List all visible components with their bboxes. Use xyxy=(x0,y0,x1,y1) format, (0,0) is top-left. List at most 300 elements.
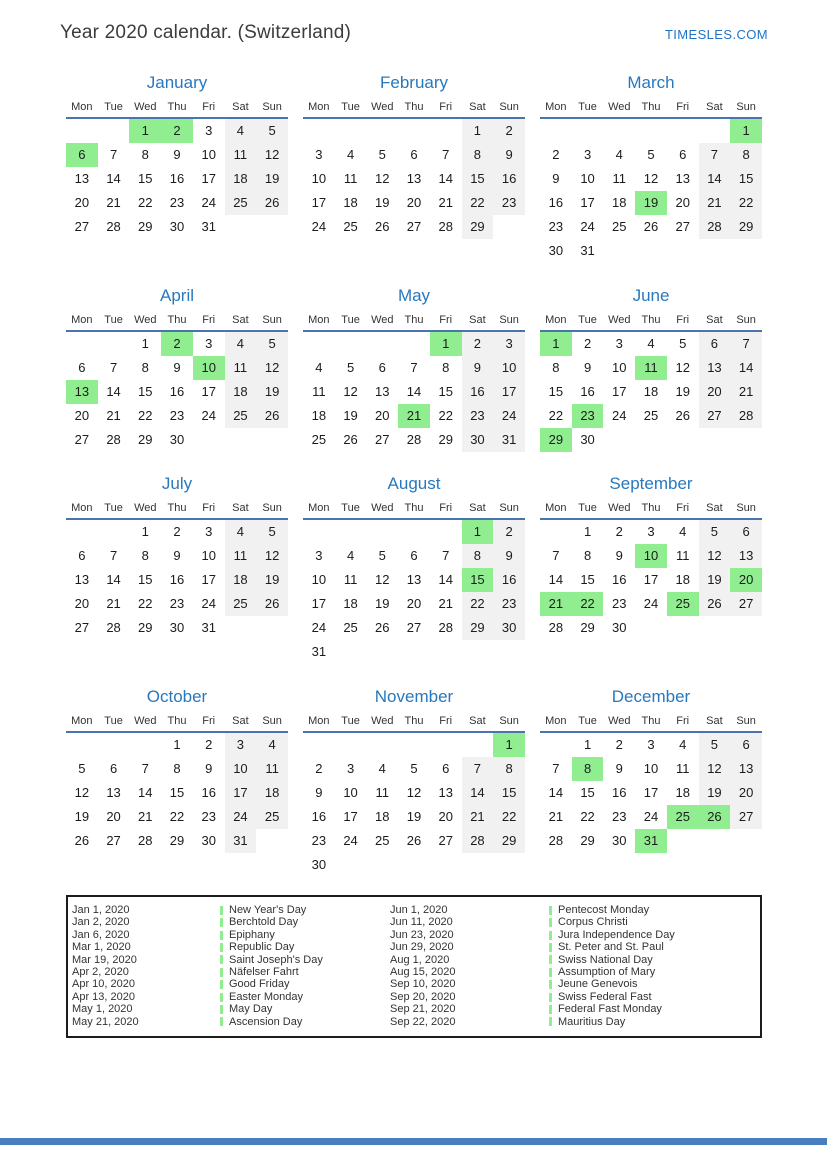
day-cell: 14 xyxy=(730,356,762,380)
month-title: January xyxy=(146,73,208,92)
day-cell: 20 xyxy=(730,781,762,805)
empty-cell xyxy=(572,119,604,143)
holiday-date: Sep 21, 2020 xyxy=(390,1003,456,1016)
day-cell: 12 xyxy=(675,360,690,375)
day-cell: 25 xyxy=(667,805,699,829)
holiday-name xyxy=(220,966,390,978)
day-cell: 6 xyxy=(730,733,762,757)
week-row xyxy=(303,428,525,452)
holiday-date: Sep 10, 2020 xyxy=(390,978,456,991)
week-row xyxy=(66,143,288,167)
day-cell: 17 xyxy=(201,384,216,399)
day-cell: 18 xyxy=(375,809,390,824)
day-cell: 10 xyxy=(201,548,216,563)
weekday-label: Tue xyxy=(341,101,360,113)
week-row xyxy=(540,167,762,191)
day-cell: 6 xyxy=(679,147,687,162)
day-cell: 1 xyxy=(173,737,181,752)
footer-bar xyxy=(0,1138,827,1145)
month-december xyxy=(540,684,762,853)
empty-cell xyxy=(430,733,462,757)
day-cell: 25 xyxy=(225,404,257,428)
day-cell: 8 xyxy=(141,360,149,375)
day-cell: 16 xyxy=(169,171,185,186)
weekday-label: Wed xyxy=(371,101,394,113)
day-cell: 27 xyxy=(675,219,690,234)
week-row xyxy=(66,544,288,568)
holiday-date: Aug 1, 2020 xyxy=(390,953,450,966)
empty-cell xyxy=(540,119,572,143)
holiday-tick-icon xyxy=(549,980,552,989)
day-cell: 10 xyxy=(343,785,358,800)
empty-cell xyxy=(603,119,635,143)
day-cell: 6 xyxy=(410,147,418,162)
day-cell: 30 xyxy=(493,616,525,640)
empty-cell xyxy=(366,520,398,544)
weekday-label: Wed xyxy=(608,101,631,113)
day-cell: 11 xyxy=(312,384,326,399)
weekday-label: Mon xyxy=(308,314,330,326)
empty-cell xyxy=(98,520,130,544)
day-cell: 30 xyxy=(169,620,185,635)
day-cell: 1 xyxy=(493,733,525,757)
day-cell: 3 xyxy=(647,737,655,752)
holiday-name xyxy=(549,1003,756,1015)
day-cell: 16 xyxy=(462,380,494,404)
empty-cell xyxy=(635,616,667,640)
holiday-tick-icon xyxy=(549,955,552,964)
weekday-label: Mon xyxy=(308,502,330,514)
day-cell: 18 xyxy=(675,785,690,800)
day-cell: 16 xyxy=(612,785,627,800)
week-row xyxy=(540,733,762,757)
day-cell: 7 xyxy=(462,757,494,781)
day-cell: 2 xyxy=(493,520,525,544)
day-cell: 12 xyxy=(256,356,288,380)
day-cell: 5 xyxy=(78,761,86,776)
day-cell: 2 xyxy=(615,737,623,752)
weekday-label: Sun xyxy=(499,502,519,514)
holiday-name-text: Mauritius Day xyxy=(558,1015,626,1028)
day-cell: 6 xyxy=(378,360,386,375)
day-cell: 2 xyxy=(493,119,525,143)
empty-cell xyxy=(303,332,335,356)
day-cell: 23 xyxy=(572,404,604,428)
day-cell: 1 xyxy=(141,336,149,351)
week-row xyxy=(303,380,525,404)
day-cell: 24 xyxy=(580,219,595,234)
holiday-name-text: Saint Joseph's Day xyxy=(229,953,323,966)
month-september xyxy=(540,471,762,640)
day-cell: 13 xyxy=(438,785,453,800)
holiday-date: Mar 1, 2020 xyxy=(72,941,131,954)
day-cell: 19 xyxy=(699,781,731,805)
day-cell: 21 xyxy=(106,596,121,611)
weekday-label: Sat xyxy=(232,502,249,514)
week-row xyxy=(540,356,762,380)
holiday-date: Aug 15, 2020 xyxy=(390,966,456,979)
weekday-header-row xyxy=(540,502,762,520)
weekday-label: Wed xyxy=(134,715,157,727)
day-cell: 28 xyxy=(106,219,121,234)
weekday-label: Sat xyxy=(232,314,249,326)
day-cell: 13 xyxy=(74,171,90,186)
day-cell: 26 xyxy=(643,219,659,234)
holiday-name-text: Good Friday xyxy=(229,978,290,991)
week-row xyxy=(303,356,525,380)
day-cell: 5 xyxy=(378,147,386,162)
weekday-label: Sun xyxy=(736,502,756,514)
holiday-tick-icon xyxy=(549,931,552,940)
day-cell: 3 xyxy=(315,147,323,162)
day-cell: 19 xyxy=(699,568,731,592)
day-cell: 2 xyxy=(315,761,323,776)
holiday-date: Jan 2, 2020 xyxy=(72,916,130,929)
day-cell: 3 xyxy=(647,524,655,539)
weekday-label: Mon xyxy=(71,502,93,514)
day-cell: 29 xyxy=(462,215,494,239)
site-link[interactable]: TIMESLES.COM xyxy=(664,27,768,42)
week-row xyxy=(540,191,762,215)
empty-cell xyxy=(303,733,335,757)
day-cell: 29 xyxy=(462,616,494,640)
day-cell: 25 xyxy=(343,219,358,234)
weekday-label: Mon xyxy=(308,101,330,113)
empty-cell xyxy=(667,616,699,640)
holiday-tick-icon xyxy=(220,968,223,977)
empty-cell xyxy=(699,119,731,143)
empty-cell xyxy=(335,520,367,544)
week-row xyxy=(66,191,288,215)
day-cell: 18 xyxy=(311,408,327,423)
holiday-date: Apr 13, 2020 xyxy=(72,990,135,1003)
empty-cell xyxy=(398,853,430,877)
day-cell: 27 xyxy=(406,219,422,234)
weekday-header-row xyxy=(66,101,288,119)
day-cell: 17 xyxy=(643,785,659,800)
day-cell: 23 xyxy=(612,596,627,611)
month-november xyxy=(303,684,525,877)
week-row xyxy=(303,829,525,853)
day-cell: 12 xyxy=(699,757,731,781)
holiday-tick-icon xyxy=(220,1017,223,1026)
empty-cell xyxy=(398,640,430,664)
holiday-date: Apr 10, 2020 xyxy=(72,978,135,991)
day-cell: 31 xyxy=(201,219,216,234)
day-cell: 7 xyxy=(699,143,731,167)
day-cell: 2 xyxy=(615,524,623,539)
week-row xyxy=(303,167,525,191)
week-row xyxy=(540,520,762,544)
day-cell: 24 xyxy=(612,408,627,423)
day-cell: 12 xyxy=(699,544,731,568)
holiday-name xyxy=(220,991,390,1003)
day-cell: 4 xyxy=(346,548,355,563)
day-cell: 19 xyxy=(256,568,288,592)
holiday-legend xyxy=(66,895,762,1038)
weekday-label: Thu xyxy=(167,314,187,326)
empty-cell xyxy=(225,616,257,640)
week-row xyxy=(303,757,525,781)
day-cell: 31 xyxy=(201,620,216,635)
day-cell: 23 xyxy=(493,592,525,616)
week-row xyxy=(66,592,288,616)
day-cell: 15 xyxy=(438,384,453,399)
day-cell: 24 xyxy=(643,596,659,611)
month-title: August xyxy=(387,474,441,493)
holiday-name xyxy=(220,916,390,928)
month-may xyxy=(303,283,525,452)
day-cell: 3 xyxy=(346,761,355,776)
day-cell: 22 xyxy=(138,596,153,611)
holiday-date: Jun 1, 2020 xyxy=(390,904,448,916)
day-cell: 14 xyxy=(406,384,422,399)
empty-cell xyxy=(667,428,699,452)
week-row xyxy=(66,757,288,781)
day-cell: 11 xyxy=(225,356,257,380)
month-title: June xyxy=(632,286,670,305)
day-cell: 4 xyxy=(346,147,355,162)
holiday-date: Jun 11, 2020 xyxy=(390,916,453,929)
weekday-label: Sat xyxy=(469,314,486,326)
day-cell: 5 xyxy=(410,761,418,776)
day-cell: 17 xyxy=(343,809,358,824)
holiday-name-text: Federal Fast Monday xyxy=(558,1003,662,1016)
day-cell: 19 xyxy=(74,809,90,824)
legend-row xyxy=(70,978,756,990)
weekday-label: Sat xyxy=(469,502,486,514)
day-cell: 18 xyxy=(225,167,257,191)
page-header xyxy=(0,0,827,44)
weekday-header-row xyxy=(66,715,288,733)
day-cell: 12 xyxy=(406,785,422,800)
day-cell: 5 xyxy=(256,332,288,356)
empty-cell xyxy=(635,239,667,263)
day-cell: 16 xyxy=(493,568,525,592)
holiday-name-text: Näfelser Fahrt xyxy=(229,966,299,979)
day-cell: 19 xyxy=(375,195,390,210)
month-january xyxy=(66,70,288,239)
empty-cell xyxy=(398,520,430,544)
week-row xyxy=(66,215,288,239)
weekday-label: Tue xyxy=(104,314,123,326)
day-cell: 17 xyxy=(225,781,257,805)
day-cell: 19 xyxy=(675,384,690,399)
legend-row xyxy=(70,929,756,941)
week-row xyxy=(540,568,762,592)
holiday-name xyxy=(549,916,756,928)
weekday-label: Mon xyxy=(545,101,567,113)
week-row xyxy=(66,332,288,356)
day-cell: 4 xyxy=(647,336,655,351)
day-cell: 2 xyxy=(552,147,560,162)
day-cell: 5 xyxy=(378,548,386,563)
weekday-label: Thu xyxy=(404,715,424,727)
week-row xyxy=(303,520,525,544)
day-cell: 24 xyxy=(493,404,525,428)
day-cell: 23 xyxy=(462,404,494,428)
empty-cell xyxy=(335,119,367,143)
day-cell: 13 xyxy=(406,572,422,587)
day-cell: 10 xyxy=(193,356,225,380)
holiday-name xyxy=(220,1016,390,1028)
holiday-date: May 1, 2020 xyxy=(72,1003,133,1016)
empty-cell xyxy=(98,119,130,143)
day-cell: 8 xyxy=(462,143,494,167)
month-june xyxy=(540,283,762,452)
day-cell: 20 xyxy=(675,195,690,210)
day-cell: 7 xyxy=(552,548,560,563)
day-cell: 20 xyxy=(438,809,453,824)
holiday-name xyxy=(220,1003,390,1015)
day-cell: 14 xyxy=(106,572,121,587)
weekday-label: Wed xyxy=(608,314,631,326)
day-cell: 30 xyxy=(612,833,627,848)
day-cell: 20 xyxy=(406,195,422,210)
day-cell: 12 xyxy=(375,171,390,186)
day-cell: 24 xyxy=(311,219,327,234)
week-row xyxy=(540,332,762,356)
day-cell: 22 xyxy=(169,809,185,824)
day-cell: 9 xyxy=(493,544,525,568)
day-cell: 22 xyxy=(580,809,595,824)
month-february xyxy=(303,70,525,239)
day-cell: 2 xyxy=(173,524,181,539)
day-cell: 28 xyxy=(138,833,153,848)
day-cell: 28 xyxy=(106,432,121,447)
day-cell: 12 xyxy=(256,544,288,568)
month-march xyxy=(540,70,762,263)
day-cell: 17 xyxy=(643,572,659,587)
week-row xyxy=(540,119,762,143)
day-cell: 27 xyxy=(730,592,762,616)
weekday-label: Fri xyxy=(439,502,453,514)
day-cell: 25 xyxy=(225,191,257,215)
day-cell: 18 xyxy=(225,568,257,592)
week-row xyxy=(303,143,525,167)
empty-cell xyxy=(462,853,494,877)
legend-row xyxy=(70,966,756,978)
holiday-tick-icon xyxy=(220,943,223,952)
day-cell: 6 xyxy=(78,548,86,563)
day-cell: 21 xyxy=(462,805,494,829)
day-cell: 11 xyxy=(256,757,288,781)
empty-cell xyxy=(66,733,98,757)
empty-cell xyxy=(398,119,430,143)
day-cell: 9 xyxy=(173,147,181,162)
weekday-label: Tue xyxy=(578,314,597,326)
day-cell: 30 xyxy=(612,620,627,635)
empty-cell xyxy=(603,428,635,452)
holiday-date: Jun 23, 2020 xyxy=(390,928,454,941)
empty-cell xyxy=(366,332,398,356)
holiday-name-text: Swiss Federal Fast xyxy=(558,990,652,1003)
day-cell: 20 xyxy=(699,380,731,404)
day-cell: 13 xyxy=(74,572,90,587)
empty-cell xyxy=(430,853,462,877)
day-cell: 5 xyxy=(679,336,687,351)
day-cell: 10 xyxy=(225,757,257,781)
day-cell: 15 xyxy=(493,781,525,805)
holiday-name-text: Jura Independence Day xyxy=(558,928,675,941)
day-cell: 23 xyxy=(612,809,627,824)
empty-cell xyxy=(256,215,288,239)
week-row xyxy=(303,215,525,239)
day-cell: 8 xyxy=(141,548,149,563)
weekday-label: Sun xyxy=(262,502,282,514)
weekday-label: Wed xyxy=(371,502,394,514)
day-cell: 6 xyxy=(410,548,418,563)
day-cell: 30 xyxy=(462,428,494,452)
empty-cell xyxy=(366,733,398,757)
day-cell: 5 xyxy=(699,520,731,544)
day-cell: 1 xyxy=(583,737,592,752)
day-cell: 11 xyxy=(375,785,390,800)
holiday-tick-icon xyxy=(549,906,552,915)
day-cell: 7 xyxy=(109,548,118,563)
day-cell: 10 xyxy=(311,171,327,186)
day-cell: 13 xyxy=(375,384,390,399)
empty-cell xyxy=(335,332,367,356)
day-cell: 17 xyxy=(612,384,627,399)
weekday-label: Thu xyxy=(404,314,424,326)
holiday-name-text: Assumption of Mary xyxy=(558,966,656,979)
day-cell: 27 xyxy=(406,620,422,635)
day-cell: 1 xyxy=(730,119,762,143)
day-cell: 15 xyxy=(138,572,153,587)
day-cell: 9 xyxy=(462,356,494,380)
day-cell: 1 xyxy=(141,524,149,539)
empty-cell xyxy=(540,733,572,757)
weekday-label: Mon xyxy=(71,101,93,113)
weekday-label: Mon xyxy=(545,314,567,326)
month-title: July xyxy=(161,474,193,493)
day-cell: 21 xyxy=(138,809,153,824)
empty-cell xyxy=(699,239,731,263)
weekday-label: Wed xyxy=(608,502,631,514)
day-cell: 29 xyxy=(138,432,153,447)
weekday-label: Mon xyxy=(71,314,93,326)
day-cell: 17 xyxy=(201,572,216,587)
empty-cell xyxy=(635,428,667,452)
day-cell: 4 xyxy=(378,761,386,776)
day-cell: 15 xyxy=(169,785,185,800)
weekday-label: Thu xyxy=(641,101,661,113)
month-title: May xyxy=(397,286,431,305)
holiday-name xyxy=(220,978,390,990)
week-row xyxy=(540,380,762,404)
week-row xyxy=(540,404,762,428)
holiday-date: Apr 2, 2020 xyxy=(72,966,129,979)
day-cell: 27 xyxy=(699,404,731,428)
day-cell: 26 xyxy=(375,219,390,234)
day-cell: 21 xyxy=(398,404,430,428)
day-cell: 13 xyxy=(66,380,98,404)
day-cell: 8 xyxy=(173,761,181,776)
empty-cell xyxy=(366,119,398,143)
month-april xyxy=(66,283,288,452)
weekday-label: Thu xyxy=(167,502,187,514)
day-cell: 31 xyxy=(311,644,327,659)
weekday-label: Wed xyxy=(134,314,157,326)
holiday-name xyxy=(549,954,756,966)
day-cell: 4 xyxy=(679,524,687,539)
day-cell: 23 xyxy=(201,809,216,824)
day-cell: 9 xyxy=(493,143,525,167)
holiday-name xyxy=(220,941,390,953)
weekday-label: Sun xyxy=(499,101,519,113)
weekday-label: Fri xyxy=(676,101,690,113)
